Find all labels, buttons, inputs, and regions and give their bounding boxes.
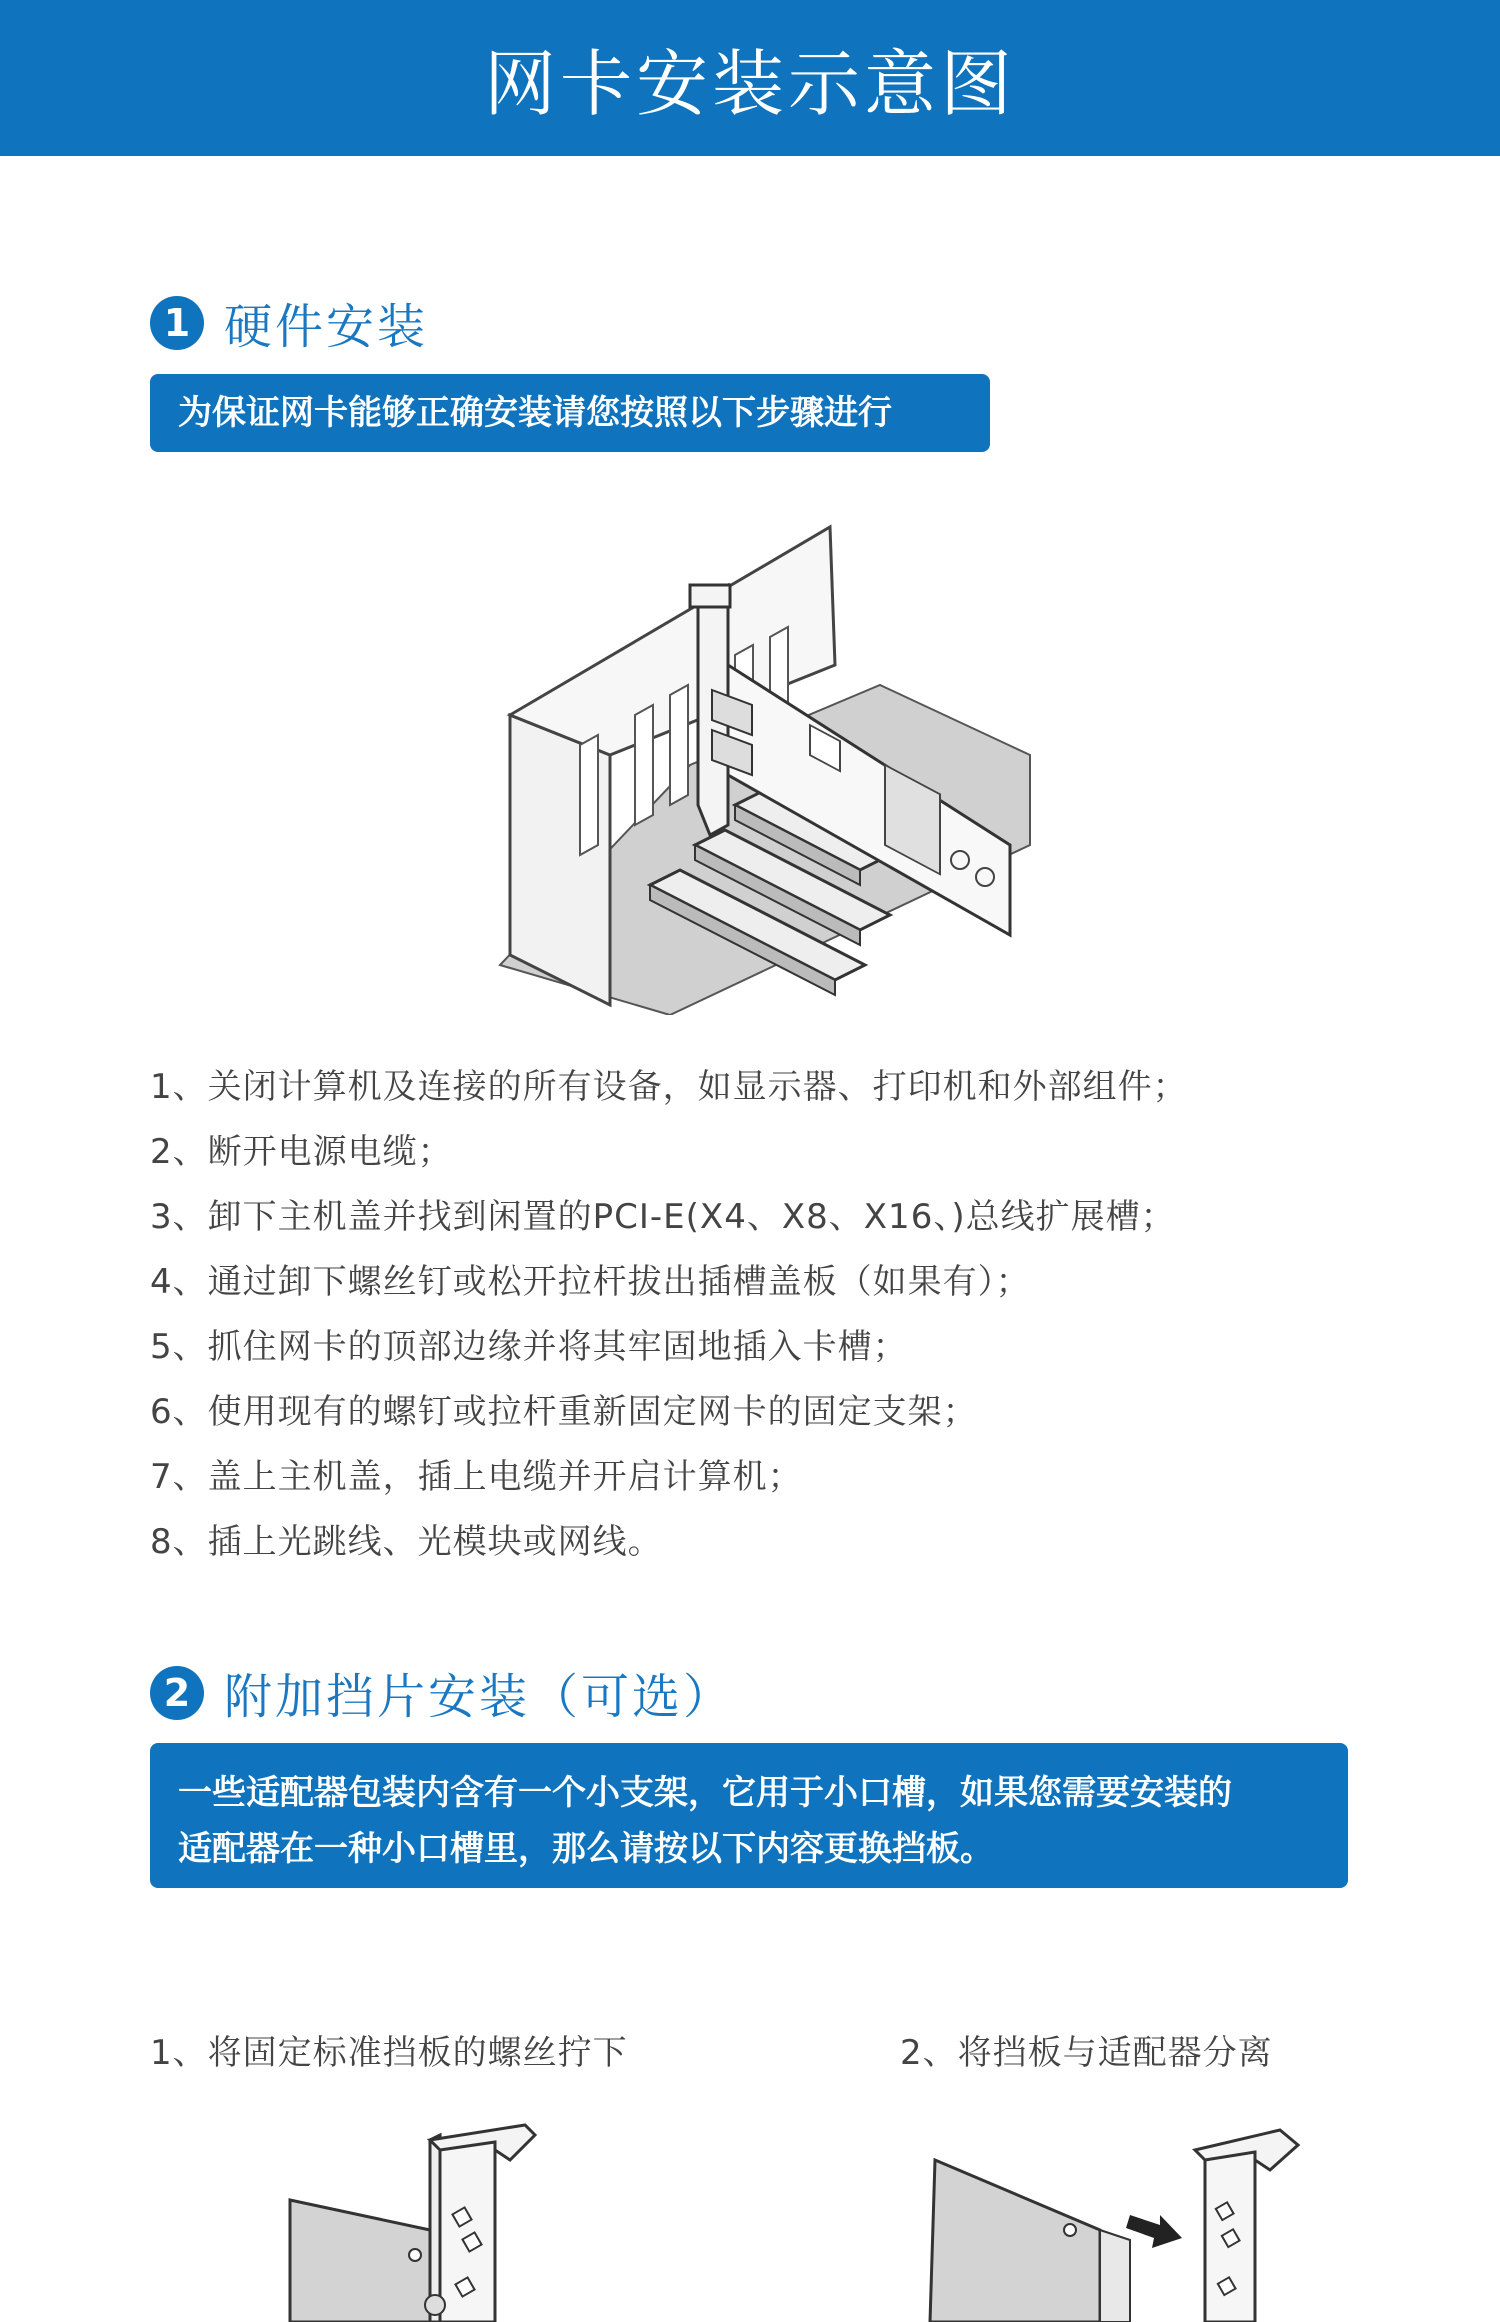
step-item-5: 5、抓住网卡的顶部边缘并将其牢固地插入卡槽； (150, 1327, 908, 1367)
section1-title: 硬件安装 (224, 299, 429, 355)
page-title: 网卡安装示意图 (483, 42, 1016, 126)
section2-number-badge: 2 (150, 1666, 204, 1720)
page-header (0, 0, 1500, 156)
bracket-step-1-caption: 1、将固定标准挡板的螺丝拧下 (150, 2033, 628, 2073)
step-item-3: 3、卸下主机盖并找到闲置的PCI-E(X4、X8、X16、)总线扩展槽； (150, 1197, 1176, 1237)
step-item-2: 2、断开电源电缆； (150, 1132, 453, 1172)
section1-step-list (150, 1055, 1188, 1575)
section2-heading (150, 1658, 734, 1727)
step-item-4: 4、通过卸下螺丝钉或松开拉杆拔出插槽盖板（如果有）； (150, 1262, 1031, 1302)
section1-number-badge: 1 (150, 296, 204, 350)
step-item-7: 7、盖上主机盖，插上电缆并开启计算机； (150, 1457, 803, 1497)
motherboard-install-illustration (490, 515, 1050, 1015)
section1-heading (150, 288, 428, 357)
section2-banner (150, 1743, 1348, 1888)
section2-banner-line1: 一些适配器包装内含有一个小支架，它用于小口槽，如果您需要安装的 (178, 1773, 1232, 1813)
section2-banner-line2: 适配器在一种小口槽里，那么请按以下内容更换挡板。 (178, 1829, 994, 1869)
section2-title: 附加挡片安装（可选） (224, 1669, 735, 1725)
step-item-8: 8、插上光跳线、光模块或网线。 (150, 1522, 663, 1562)
section1-banner: 为保证网卡能够正确安装请您按照以下步骤进行 (150, 374, 990, 452)
step-item-6: 6、使用现有的螺钉或拉杆重新固定网卡的固定支架； (150, 1392, 978, 1432)
bracket-separate-illustration (920, 2120, 1320, 2322)
step-item-1: 1、关闭计算机及连接的所有设备，如显示器、打印机和外部组件； (150, 1067, 1188, 1107)
bracket-step-2-caption: 2、将挡板与适配器分离 (900, 2033, 1273, 2073)
bracket-unscrew-illustration (280, 2120, 580, 2322)
